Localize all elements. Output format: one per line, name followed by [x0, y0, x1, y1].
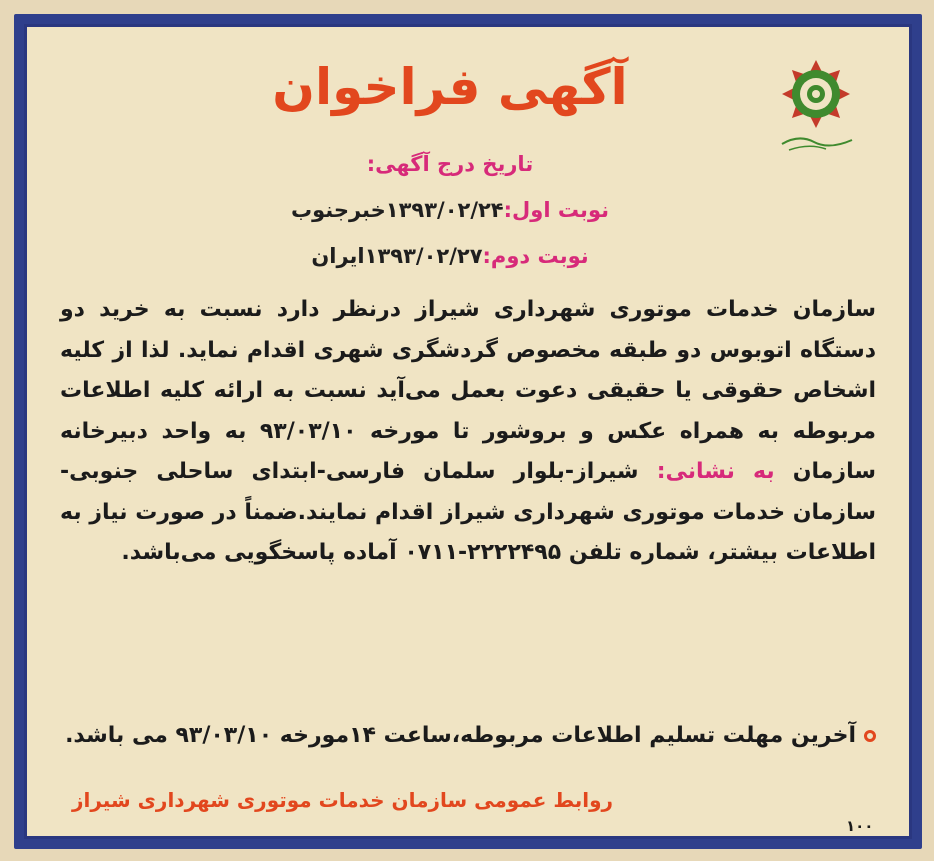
second-edition-label: نوبت دوم:	[482, 244, 589, 268]
notice-code: ۱۰۰	[846, 817, 874, 835]
body-paragraph-2: شیراز-بلوار سلمان فارسی-ابتدای ساحلی جنوبی-سازمان خدمات موتوری شهرداری شیراز اقدام نمایند.ضمناً در صورت نیاز به اطلاعات بیشتر، شماره تلفن ۲۲۲۲۴۹۵-۰۷۱۱ آماده پاسخگویی می‌باشد.	[60, 459, 876, 565]
first-edition-line	[240, 198, 660, 222]
public-relations-signature: روابط عمومی سازمان خدمات موتوری شهرداری شیراز	[72, 788, 614, 812]
deadline-text: آخرین مهلت تسلیم اطلاعات مربوطه،ساعت ۱۴مورخه ۹۳/۰۳/۱۰ می باشد.	[65, 723, 856, 748]
first-edition-label: نوبت اول:	[503, 198, 609, 222]
second-edition-line	[240, 244, 660, 268]
notice-title: آگهی فراخوان	[272, 58, 628, 116]
second-edition-value: ۱۳۹۳/۰۲/۲۷ایران	[311, 244, 483, 268]
insertion-date-label: تاریخ درج آگهی:	[366, 152, 534, 176]
notice-body	[60, 290, 876, 574]
body-paragraph-1: سازمان خدمات موتوری شهرداری شیراز درنظر دارد نسبت به خرید دو دستگاه اتوبوس دو طبقه مخصوص گردشگری شهری اقدام نماید. لذا از کلیه اشخاص حقوقی یا حقیقی دعوت بعمل می‌آید نسبت به ارائه کلیه اطلاعات مربوطه به همراه عکس و بروشور تا مورخه ۹۳/۰۳/۱۰ به واحد دبیرخانه سازمان	[60, 297, 877, 484]
first-edition-value: ۱۳۹۳/۰۲/۲۴خبرجنوب	[291, 198, 504, 222]
bullet-icon	[864, 730, 876, 742]
address-label: به نشانی:	[656, 459, 775, 484]
deadline-line	[60, 716, 876, 756]
shiraz-municipality-logo-icon	[764, 46, 874, 156]
